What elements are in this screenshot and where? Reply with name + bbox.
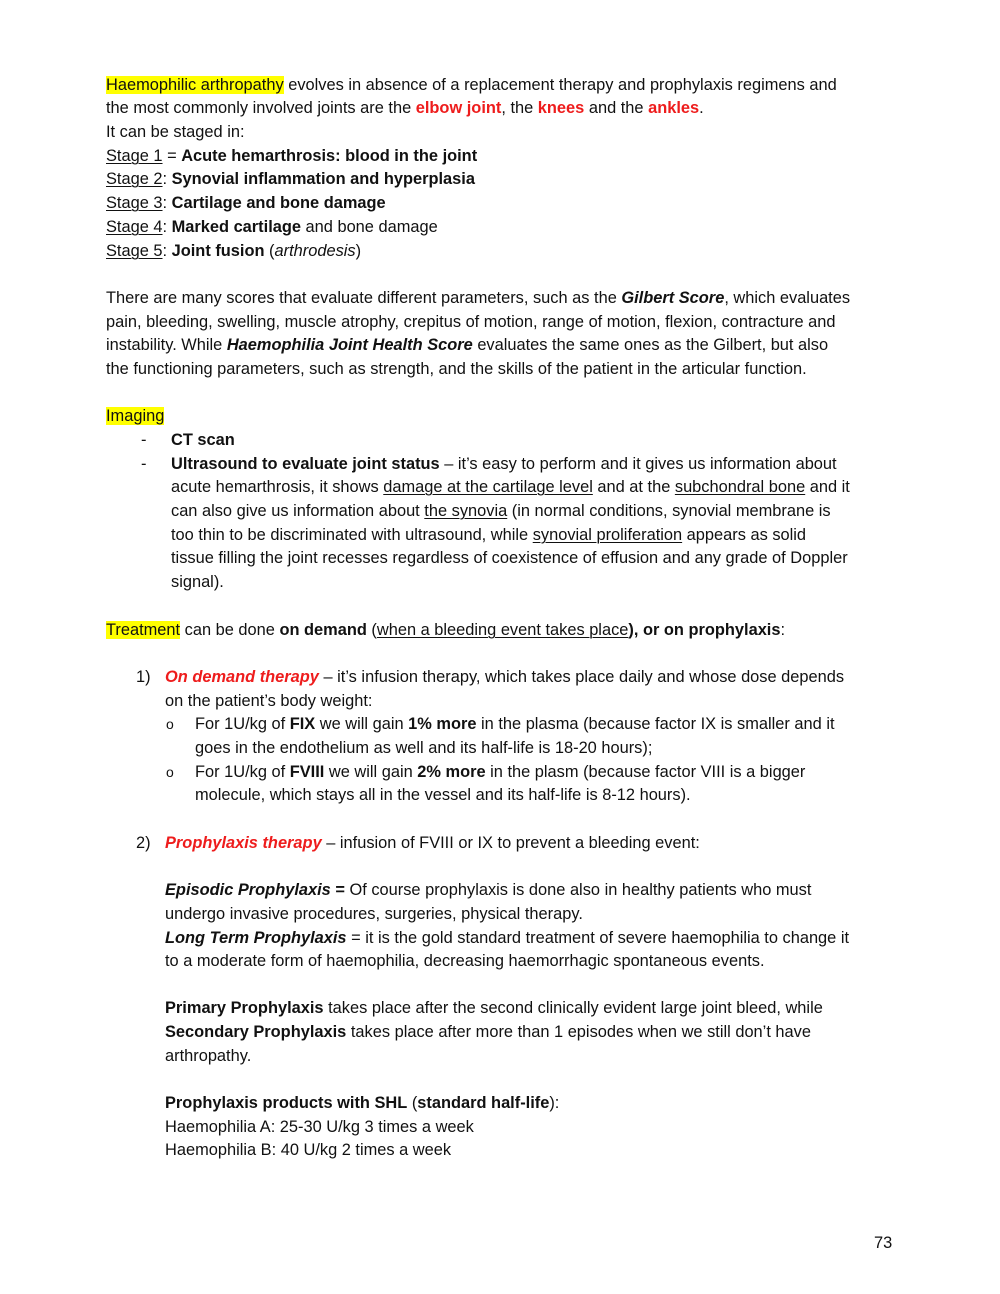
gilbert-score-term: Gilbert Score (621, 289, 725, 307)
dash-marker: - (141, 431, 147, 449)
para-scores-line-3: instability. While Haemophilia Joint Health Score evaluates the same ones as the Gilbert, but also (106, 336, 829, 354)
stage-1: Stage 1 = Acute hemarthrosis: blood in the joint (106, 147, 478, 165)
long-term-prophylaxis-line-1: Long Term Prophylaxis = it is the gold standard treatment of severe haemophilia to change it (165, 929, 850, 947)
fix-bullet-line-1: For 1U/kg of FIX we will gain 1% more in the plasma (because factor IX is smaller and it (195, 715, 835, 733)
on-demand-line-1: On demand therapy – it’s infusion therapy, which takes place daily and whose dose depends (165, 668, 845, 686)
arthropathy-line: arthropathy. (165, 1047, 252, 1065)
para-scores-line-2: pain, bleeding, swelling, muscle atrophy, crepitus of motion, range of motion, flexion, contracture and (106, 313, 836, 331)
highlight-haemophilic-arthropathy: Haemophilic arthropathy (106, 76, 284, 94)
on-demand-therapy-title: On demand therapy (165, 668, 319, 686)
para-arthropathy-line-2: the most commonly involved joints are the elbow joint, the knees and the ankles. (106, 99, 704, 117)
list-number-1: 1) (136, 668, 151, 686)
episodic-prophylaxis-line-1: Episodic Prophylaxis = Of course prophylaxis is done also in healthy patients who must (165, 881, 812, 899)
long-term-prophylaxis-line-2: to a moderate form of haemophilia, decreasing haemorrhagic spontaneous events. (165, 952, 765, 970)
ultrasound-line-6: signal). (171, 573, 224, 591)
haemophilia-a-dose: Haemophilia A: 25-30 U/kg 3 times a week (165, 1118, 474, 1136)
page-number: 73 (874, 1234, 893, 1252)
hjhs-term: Haemophilia Joint Health Score (226, 336, 473, 354)
stage-5: Stage 5: Joint fusion (arthrodesis) (106, 242, 362, 260)
haemophilia-b-dose: Haemophilia B: 40 U/kg 2 times a week (165, 1141, 452, 1159)
imaging-heading: Imaging (106, 407, 165, 425)
para-scores-line-4: the functioning parameters, such as strength, and the skills of the patient in the articular function. (106, 360, 807, 378)
para-arthropathy-line-1: Haemophilic arthropathy evolves in absence of a replacement therapy and prophylaxis regimens and (106, 76, 837, 94)
ultrasound-line-2: acute hemarthrosis, it shows damage at the cartilage level and at the subchondral bone and it (171, 478, 850, 496)
fviii-bullet-line-2: molecule, which stays all in the vessel and its half-life is 8-12 hours). (195, 786, 691, 804)
primary-prophylaxis-line: Primary Prophylaxis takes place after the second clinically evident large joint bleed, while (165, 999, 823, 1017)
staged-intro: It can be staged in: (106, 123, 245, 141)
dash-marker: - (141, 455, 147, 473)
circle-bullet-icon: o (166, 716, 174, 732)
fix-bullet-line-2: goes in the endothelium as well and its half-life is 18-20 hours); (195, 739, 653, 757)
secondary-prophylaxis-line: Secondary Prophylaxis takes place after more than 1 episodes when we still don’t have (165, 1023, 811, 1041)
list-number-2: 2) (136, 834, 151, 852)
ct-scan-item: CT scan (171, 431, 235, 449)
fviii-bullet-line-1: For 1U/kg of FVIII we will gain 2% more in the plasm (because factor VIII is a bigger (195, 763, 806, 781)
ultrasound-line-4: too thin to be discriminated with ultrasound, while synovial proliferation appears as solid (171, 526, 807, 544)
para-scores-line-1: There are many scores that evaluate different parameters, such as the Gilbert Score, which evaluates (106, 289, 851, 307)
episodic-prophylaxis-line-2: undergo invasive procedures, surgeries, physical therapy. (165, 905, 583, 923)
ultrasound-line-3: can also give us information about the synovia (in normal conditions, synovial membrane is (171, 502, 831, 520)
ultrasound-line-1: Ultrasound to evaluate joint status – it’s easy to perform and it gives us information about (171, 455, 837, 473)
treatment-line: Treatment can be done on demand (when a bleeding event takes place), or on prophylaxis: (106, 621, 786, 639)
stage-3: Stage 3: Cartilage and bone damage (106, 194, 386, 212)
prophylaxis-therapy-title: Prophylaxis therapy (165, 834, 322, 852)
treatment-heading: Treatment (106, 621, 181, 639)
stage-4: Stage 4: Marked cartilage and bone damage (106, 218, 438, 236)
prophylaxis-line-1: Prophylaxis therapy – infusion of FVIII or IX to prevent a bleeding event: (165, 834, 700, 852)
circle-bullet-icon: o (166, 764, 174, 780)
shl-products-heading: Prophylaxis products with SHL (standard half-life): (165, 1094, 560, 1112)
stage-2: Stage 2: Synovial inflammation and hyperplasia (106, 170, 475, 188)
ultrasound-line-5: tissue filling the joint recesses regardless of coexistence of effusion and any grade of Doppler (171, 549, 848, 567)
knees-text: knees (537, 99, 585, 117)
on-demand-line-2: on the patient’s body weight: (165, 692, 373, 710)
ankles-text: ankles (648, 99, 700, 117)
elbow-joint-text: elbow joint (415, 99, 502, 117)
